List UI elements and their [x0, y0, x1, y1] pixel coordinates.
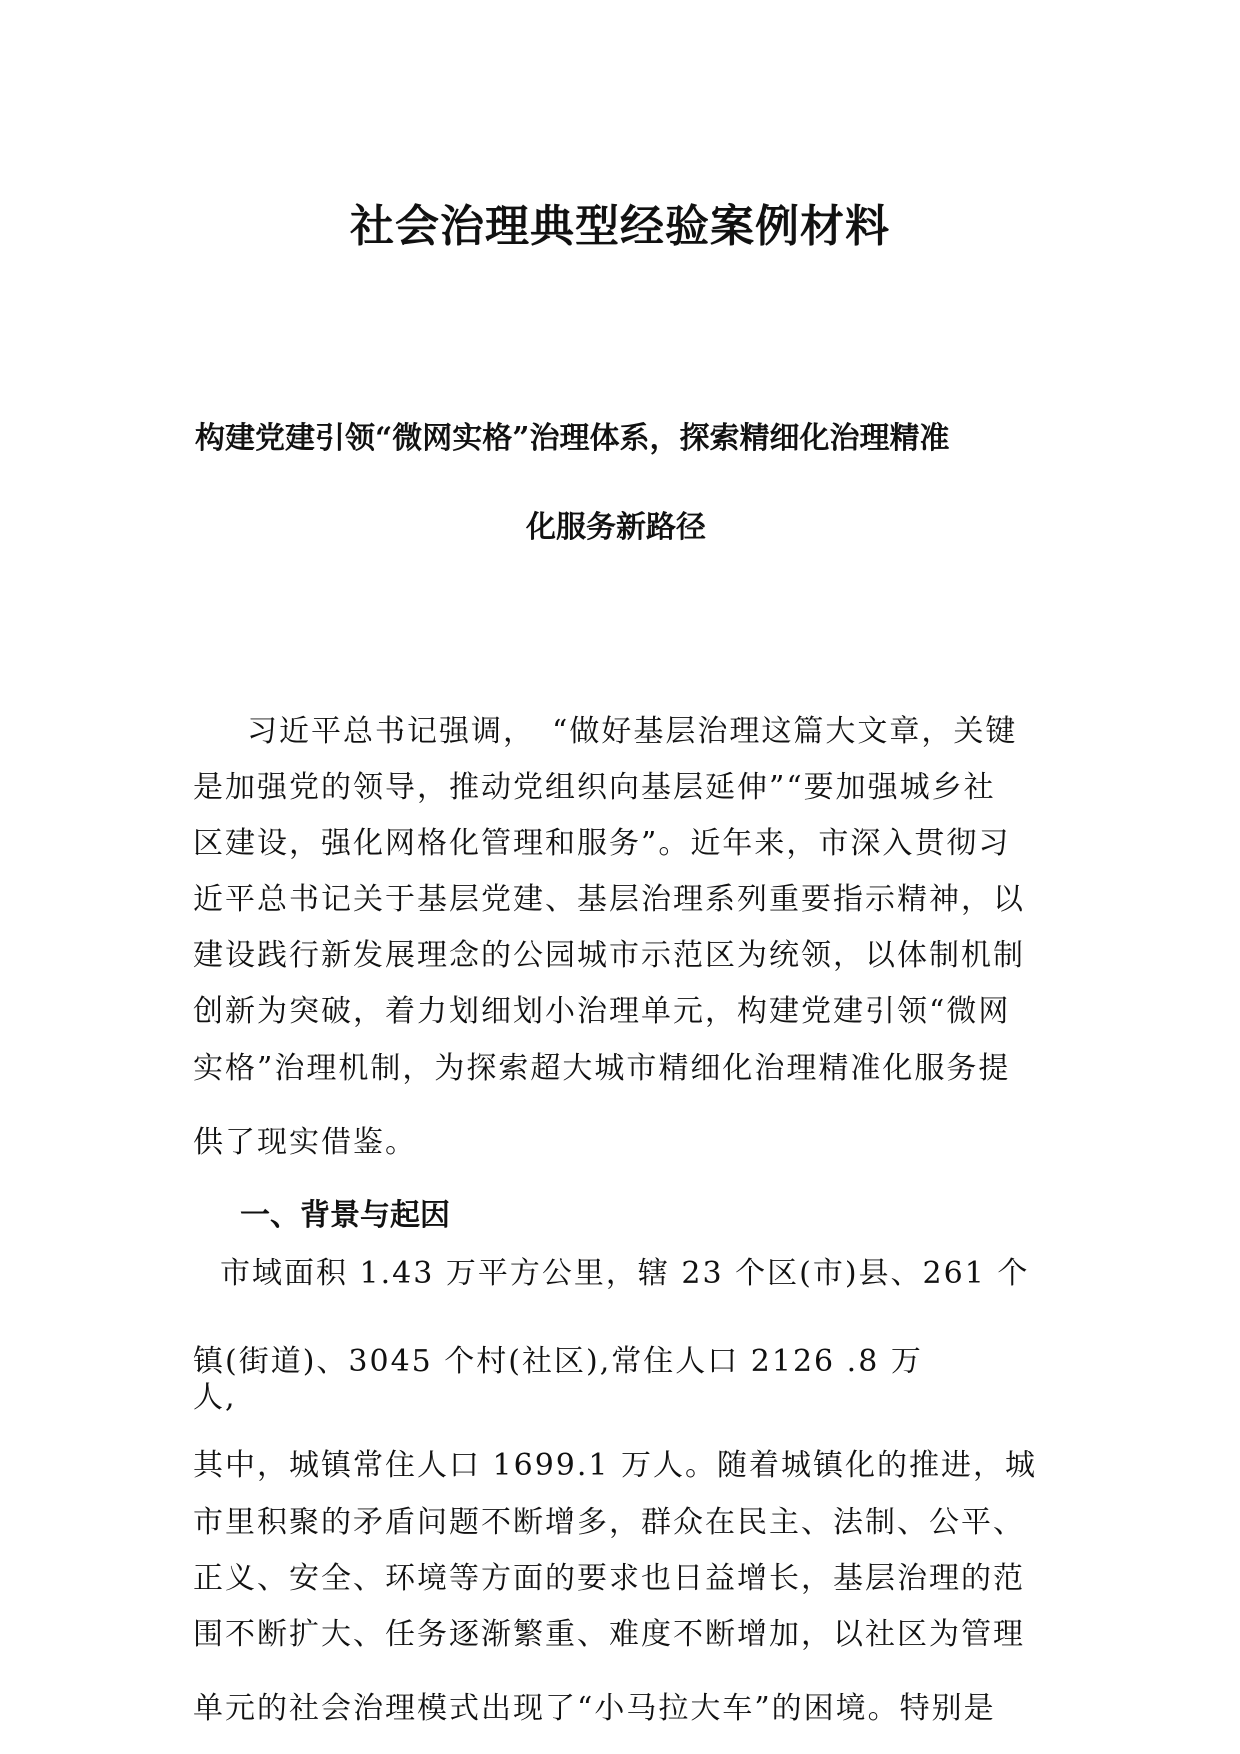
- subtitle-line-1: 构建党建引领“微网实格”治理体系，探索精细化治理精准: [195, 421, 950, 456]
- intro-line-3: 区建设，强化网格化管理和服务”。近年来，市深入贯彻习: [193, 826, 1011, 861]
- intro-line-7: 实格”治理机制，为探索超大城市精细化治理精准化服务提: [193, 1051, 1011, 1086]
- section-1-line-7: 围不断扩大、任务逐渐繁重、难度不断增加，以社区为管理: [193, 1617, 1025, 1652]
- section-1-line-1: 市域面积 1.43 万平方公里，辖 23 个区(市)县、261 个: [220, 1256, 1030, 1291]
- section-1-line-2: 镇(街道)、3045 个村(社区),常住人口 2126 .8 万: [193, 1344, 923, 1379]
- document-title: 社会治理典型经验案例材料: [350, 201, 890, 252]
- section-1-heading: 一、背景与起因: [240, 1198, 450, 1233]
- intro-line-5: 建设践行新发展理念的公园城市示范区为统领，以体制机制: [193, 938, 1025, 973]
- intro-line-6: 创新为突破，着力划细划小治理单元，构建党建引领“微网: [193, 994, 1011, 1029]
- intro-line-2: 是加强党的领导，推动党组织向基层延伸”“要加强城乡社: [193, 770, 996, 805]
- section-1-line-4: 其中，城镇常住人口 1699.1 万人。随着城镇化的推进，城: [193, 1448, 1038, 1483]
- section-1-line-3: 人,: [193, 1380, 237, 1415]
- intro-line-4: 近平总书记关于基层党建、基层治理系列重要指示精神，以: [193, 882, 1025, 917]
- section-1-line-5: 市里积聚的矛盾问题不断增多，群众在民主、法制、公平、: [193, 1505, 1025, 1540]
- intro-line-1: 习近平总书记强调， “做好基层治理这篇大文章，关键: [247, 714, 1018, 749]
- subtitle-line-2: 化服务新路径: [526, 510, 706, 545]
- intro-line-8: 供了现实借鉴。: [193, 1125, 417, 1160]
- section-1-line-8: 单元的社会治理模式出现了“小马拉大车”的困境。特别是: [193, 1691, 996, 1726]
- section-1-line-6: 正义、安全、环境等方面的要求也日益增长，基层治理的范: [193, 1561, 1025, 1596]
